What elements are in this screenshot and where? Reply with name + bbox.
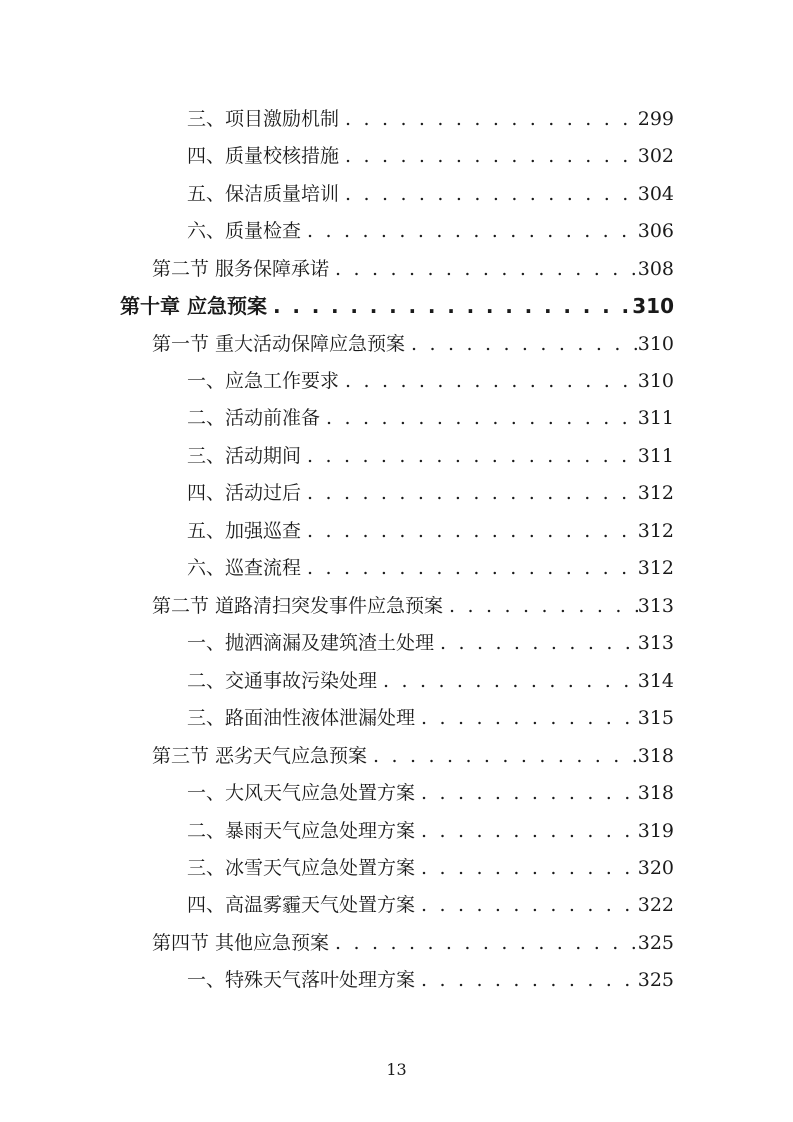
dot-leader xyxy=(339,141,638,171)
toc-entry-page: 308 xyxy=(637,258,674,280)
toc-entry[interactable] xyxy=(187,478,674,508)
toc-entry-label: 四、质量校核措施 xyxy=(187,145,340,167)
toc-entry-page: 319 xyxy=(637,820,674,842)
toc-entry-label: 三、路面油性液体泄漏处理 xyxy=(187,707,416,729)
toc-entry-page: 312 xyxy=(637,482,674,504)
dot-leader xyxy=(301,478,638,508)
toc-entry-label: 第四节 其他应急预案 xyxy=(152,932,330,954)
toc-entry-label: 三、项目激励机制 xyxy=(187,108,340,130)
dot-leader xyxy=(443,591,638,621)
toc-entry-page: 299 xyxy=(637,108,674,130)
toc-entry[interactable] xyxy=(187,104,674,134)
toc-entry-page: 314 xyxy=(637,670,674,692)
toc-entry-page: 318 xyxy=(637,745,674,767)
toc-entry-label: 第十章 应急预案 xyxy=(120,294,267,318)
toc-entry-page: 304 xyxy=(637,183,674,205)
dot-leader xyxy=(301,216,638,246)
toc-entry-label: 六、质量检查 xyxy=(187,220,302,242)
toc-chapter-entry[interactable] xyxy=(120,291,674,321)
toc-entry-page: 311 xyxy=(637,445,674,467)
toc-entry-page: 318 xyxy=(637,782,674,804)
dot-leader xyxy=(415,890,638,920)
toc-entry-page: 312 xyxy=(637,520,674,542)
toc-entry-label: 第一节 重大活动保障应急预案 xyxy=(152,333,406,355)
dot-leader xyxy=(415,853,638,883)
dot-leader xyxy=(415,816,638,846)
dot-leader xyxy=(339,104,638,134)
toc-entry[interactable] xyxy=(187,216,674,246)
toc-entry[interactable] xyxy=(152,329,674,359)
toc-entry[interactable] xyxy=(187,366,674,396)
dot-leader xyxy=(301,553,638,583)
toc-entry[interactable] xyxy=(187,703,674,733)
dot-leader xyxy=(267,291,632,321)
toc-entry-page: 325 xyxy=(637,932,674,954)
dot-leader xyxy=(367,741,638,771)
toc-entry[interactable] xyxy=(187,816,674,846)
toc-entry[interactable] xyxy=(152,741,674,771)
toc-entry[interactable] xyxy=(187,890,674,920)
toc-entry-page: 313 xyxy=(637,595,674,617)
dot-leader xyxy=(339,366,638,396)
toc-entry[interactable] xyxy=(187,141,674,171)
dot-leader xyxy=(415,703,638,733)
toc-entry-label: 第二节 服务保障承诺 xyxy=(152,258,330,280)
toc-entry[interactable] xyxy=(152,254,674,284)
toc-entry-label: 三、冰雪天气应急处置方案 xyxy=(187,857,416,879)
toc-entry-label: 四、活动过后 xyxy=(187,482,302,504)
toc-entry[interactable] xyxy=(187,516,674,546)
toc-entry[interactable] xyxy=(187,441,674,471)
toc-entry-page: 302 xyxy=(637,145,674,167)
toc-entry-label: 一、特殊天气落叶处理方案 xyxy=(187,969,416,991)
toc-entry-page: 310 xyxy=(637,370,674,392)
dot-leader xyxy=(434,628,638,658)
toc-entry-page: 312 xyxy=(637,557,674,579)
toc-entry-label: 二、交通事故污染处理 xyxy=(187,670,378,692)
toc-entry[interactable] xyxy=(187,666,674,696)
toc-entry[interactable] xyxy=(187,853,674,883)
toc-entry[interactable] xyxy=(187,965,674,995)
dot-leader xyxy=(329,254,638,284)
toc-entry-label: 二、活动前准备 xyxy=(187,407,321,429)
toc-entry-label: 六、巡查流程 xyxy=(187,557,302,579)
toc-entry-page: 322 xyxy=(637,894,674,916)
dot-leader xyxy=(339,179,638,209)
dot-leader xyxy=(377,666,638,696)
toc-entry[interactable] xyxy=(187,403,674,433)
toc-entry-label: 第三节 恶劣天气应急预案 xyxy=(152,745,368,767)
toc-entry-page: 306 xyxy=(637,220,674,242)
toc-entry[interactable] xyxy=(187,179,674,209)
dot-leader xyxy=(301,441,638,471)
dot-leader xyxy=(415,965,638,995)
dot-leader xyxy=(415,778,638,808)
toc-entry-page: 313 xyxy=(637,632,674,654)
toc-entry-page: 311 xyxy=(637,407,674,429)
toc-entry-label: 五、保洁质量培训 xyxy=(187,183,340,205)
toc-entry-label: 一、大风天气应急处置方案 xyxy=(187,782,416,804)
dot-leader xyxy=(301,516,638,546)
toc-entry[interactable] xyxy=(152,928,674,958)
toc-entry-label: 一、抛洒滴漏及建筑渣土处理 xyxy=(187,632,435,654)
page-number: 13 xyxy=(386,1060,407,1079)
toc-entry-page: 310 xyxy=(637,333,674,355)
toc-entry-label: 一、应急工作要求 xyxy=(187,370,340,392)
toc-entry-page: 325 xyxy=(637,969,674,991)
toc-entry[interactable] xyxy=(187,553,674,583)
dot-leader xyxy=(320,403,638,433)
toc-entry[interactable] xyxy=(187,778,674,808)
toc-entry-label: 三、活动期间 xyxy=(187,445,302,467)
toc-entry-label: 四、高温雾霾天气处置方案 xyxy=(187,894,416,916)
dot-leader xyxy=(405,329,638,359)
toc-entry-page: 310 xyxy=(632,294,674,318)
toc-entry[interactable] xyxy=(187,628,674,658)
dot-leader xyxy=(329,928,638,958)
toc-entry-label: 第二节 道路清扫突发事件应急预案 xyxy=(152,595,444,617)
toc-entry-page: 315 xyxy=(637,707,674,729)
toc-entry[interactable] xyxy=(152,591,674,621)
toc-entry-label: 二、暴雨天气应急处理方案 xyxy=(187,820,416,842)
toc-entry-label: 五、加强巡查 xyxy=(187,520,302,542)
toc-entry-page: 320 xyxy=(637,857,674,879)
